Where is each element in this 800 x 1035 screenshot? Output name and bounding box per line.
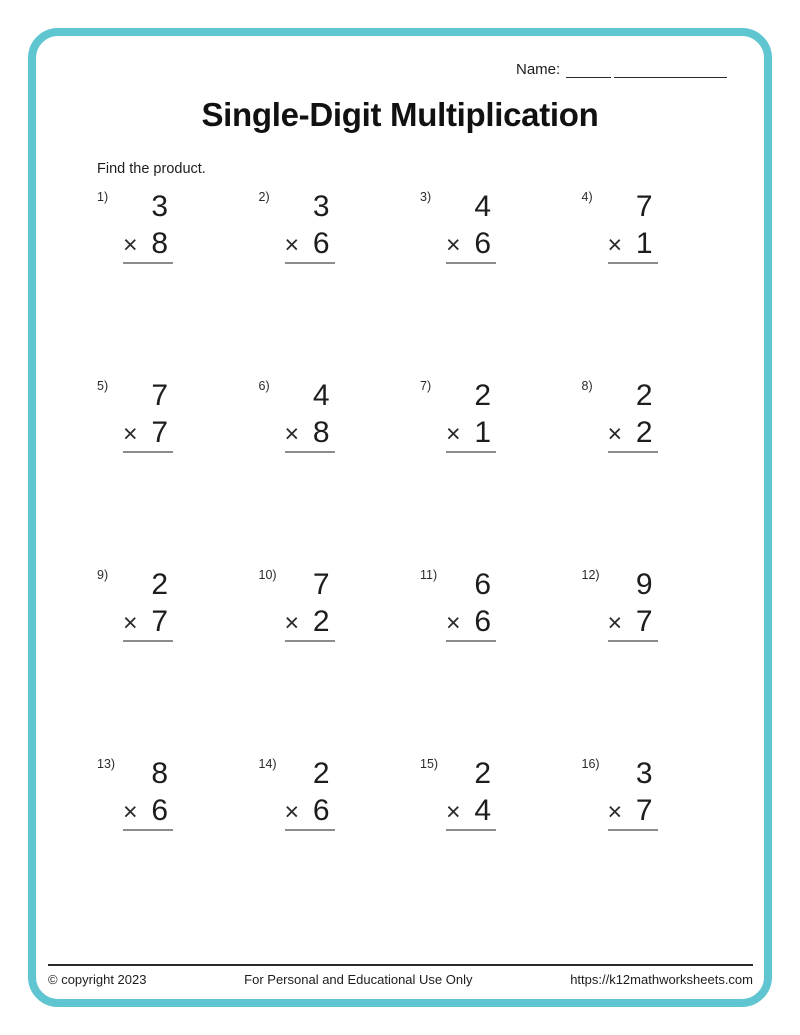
multiplier: 1 xyxy=(474,416,491,449)
footer xyxy=(48,972,753,987)
problem-work-area xyxy=(608,192,658,284)
problem xyxy=(259,756,421,836)
times-symbol: × xyxy=(607,609,623,637)
multiplicand: 3 xyxy=(312,190,330,223)
multiplier-row xyxy=(123,416,173,453)
multiplier: 8 xyxy=(312,416,330,449)
problem xyxy=(97,378,259,458)
problem-work-area xyxy=(285,192,335,284)
multiplier-row xyxy=(284,794,335,831)
times-symbol: × xyxy=(284,609,300,637)
name-blank-line-long xyxy=(614,63,727,78)
multiplier-row xyxy=(446,794,496,831)
problem xyxy=(97,756,259,836)
multiplicand: 4 xyxy=(474,190,491,223)
multiplier: 4 xyxy=(474,794,491,827)
times-symbol: × xyxy=(607,231,623,259)
multiplier: 8 xyxy=(151,227,168,260)
times-symbol: × xyxy=(284,420,300,448)
problem-number: 4) xyxy=(581,190,593,204)
multiplier: 2 xyxy=(312,605,330,638)
name-blank-line-short xyxy=(566,63,611,78)
problem-work-area xyxy=(446,192,496,284)
times-symbol: × xyxy=(123,231,138,259)
problem xyxy=(420,567,582,647)
multiplicand: 3 xyxy=(635,757,653,790)
problem-work-area xyxy=(123,192,173,284)
problem-work-area xyxy=(446,381,496,473)
multiplicand: 7 xyxy=(635,190,653,223)
problem xyxy=(582,189,744,269)
multiplier: 6 xyxy=(474,227,491,260)
multiplicand: 2 xyxy=(312,757,330,790)
problem-work-area xyxy=(446,759,496,851)
multiplier-row xyxy=(446,227,496,264)
answer-space xyxy=(446,831,496,851)
answer-space xyxy=(285,453,335,473)
multiplier-row xyxy=(284,416,335,453)
multiplier: 6 xyxy=(474,605,491,638)
multiplicand: 2 xyxy=(474,757,491,790)
times-symbol: × xyxy=(446,798,461,826)
times-symbol: × xyxy=(607,798,623,826)
problem xyxy=(259,567,421,647)
multiplier-row xyxy=(607,605,658,642)
answer-space xyxy=(446,264,496,284)
problem-number: 5) xyxy=(97,379,109,393)
footer-divider xyxy=(48,964,753,966)
multiplier: 7 xyxy=(151,605,168,638)
name-label: Name: xyxy=(516,61,561,78)
problem-number: 11) xyxy=(420,568,438,582)
answer-space xyxy=(608,453,658,473)
problem-number: 3) xyxy=(420,190,432,204)
problem-number: 10) xyxy=(258,568,277,582)
problem-work-area xyxy=(608,759,658,851)
times-symbol: × xyxy=(446,231,461,259)
multiplier-row xyxy=(607,794,658,831)
answer-space xyxy=(608,264,658,284)
multiplier: 7 xyxy=(151,416,168,449)
problem-work-area xyxy=(123,381,173,473)
multiplier: 7 xyxy=(635,794,653,827)
multiplier: 6 xyxy=(312,227,330,260)
multiplicand: 8 xyxy=(151,757,168,790)
problem-work-area xyxy=(285,570,335,662)
instruction-text: Find the product. xyxy=(97,161,206,177)
problem-number: 9) xyxy=(97,568,109,582)
problem xyxy=(582,567,744,647)
multiplier-row xyxy=(607,416,658,453)
problem xyxy=(582,378,744,458)
footer-usage-note: For Personal and Educational Use Only xyxy=(244,972,473,987)
multiplier-row xyxy=(123,794,173,831)
multiplier-row xyxy=(123,605,173,642)
problem xyxy=(420,756,582,836)
multiplier: 2 xyxy=(635,416,653,449)
problem-work-area xyxy=(608,570,658,662)
problem-number: 14) xyxy=(258,757,277,771)
multiplicand: 7 xyxy=(151,379,168,412)
answer-space xyxy=(446,642,496,662)
problem-number: 12) xyxy=(581,568,600,582)
multiplier-row xyxy=(284,227,335,264)
times-symbol: × xyxy=(284,798,300,826)
multiplicand: 3 xyxy=(151,190,168,223)
problem xyxy=(97,567,259,647)
times-symbol: × xyxy=(284,231,300,259)
problem xyxy=(259,378,421,458)
times-symbol: × xyxy=(123,420,138,448)
problem xyxy=(582,756,744,836)
times-symbol: × xyxy=(446,609,461,637)
problem xyxy=(420,189,582,269)
multiplicand: 2 xyxy=(151,568,168,601)
problem-work-area xyxy=(285,759,335,851)
multiplicand: 2 xyxy=(635,379,653,412)
answer-space xyxy=(123,453,173,473)
answer-space xyxy=(608,642,658,662)
problem-work-area xyxy=(123,759,173,851)
answer-space xyxy=(285,831,335,851)
problem-number: 15) xyxy=(420,757,439,771)
multiplier-row xyxy=(446,416,496,453)
times-symbol: × xyxy=(446,420,461,448)
multiplier: 7 xyxy=(635,605,653,638)
problem-number: 1) xyxy=(97,190,109,204)
answer-space xyxy=(446,453,496,473)
multiplier-row xyxy=(607,227,658,264)
multiplier: 6 xyxy=(312,794,330,827)
problem-work-area xyxy=(285,381,335,473)
problems-grid xyxy=(97,189,743,836)
page-title: Single-Digit Multiplication xyxy=(201,96,599,133)
times-symbol: × xyxy=(607,420,623,448)
multiplier: 6 xyxy=(151,794,168,827)
answer-space xyxy=(123,831,173,851)
problem-work-area xyxy=(608,381,658,473)
answer-space xyxy=(123,264,173,284)
answer-space xyxy=(285,264,335,284)
multiplicand: 9 xyxy=(635,568,653,601)
multiplicand: 7 xyxy=(312,568,330,601)
problem xyxy=(97,189,259,269)
multiplicand: 2 xyxy=(474,379,491,412)
problem-number: 7) xyxy=(420,379,432,393)
answer-space xyxy=(285,642,335,662)
multiplier-row xyxy=(284,605,335,642)
name-field-row xyxy=(516,61,727,78)
multiplier-row xyxy=(123,227,173,264)
multiplicand: 6 xyxy=(474,568,491,601)
times-symbol: × xyxy=(123,798,138,826)
answer-space xyxy=(123,642,173,662)
problem xyxy=(420,378,582,458)
footer-copyright: © copyright 2023 xyxy=(48,972,147,987)
problem-number: 8) xyxy=(581,379,593,393)
times-symbol: × xyxy=(123,609,138,637)
problem-number: 2) xyxy=(258,190,270,204)
problem-number: 13) xyxy=(97,757,116,771)
problem-work-area xyxy=(446,570,496,662)
problem-work-area xyxy=(123,570,173,662)
multiplier-row xyxy=(446,605,496,642)
multiplicand: 4 xyxy=(312,379,330,412)
answer-space xyxy=(608,831,658,851)
footer-url: https://k12mathworksheets.com xyxy=(570,972,753,987)
problem-number: 6) xyxy=(258,379,270,393)
problem xyxy=(259,189,421,269)
problem-number: 16) xyxy=(581,757,600,771)
multiplier: 1 xyxy=(635,227,653,260)
